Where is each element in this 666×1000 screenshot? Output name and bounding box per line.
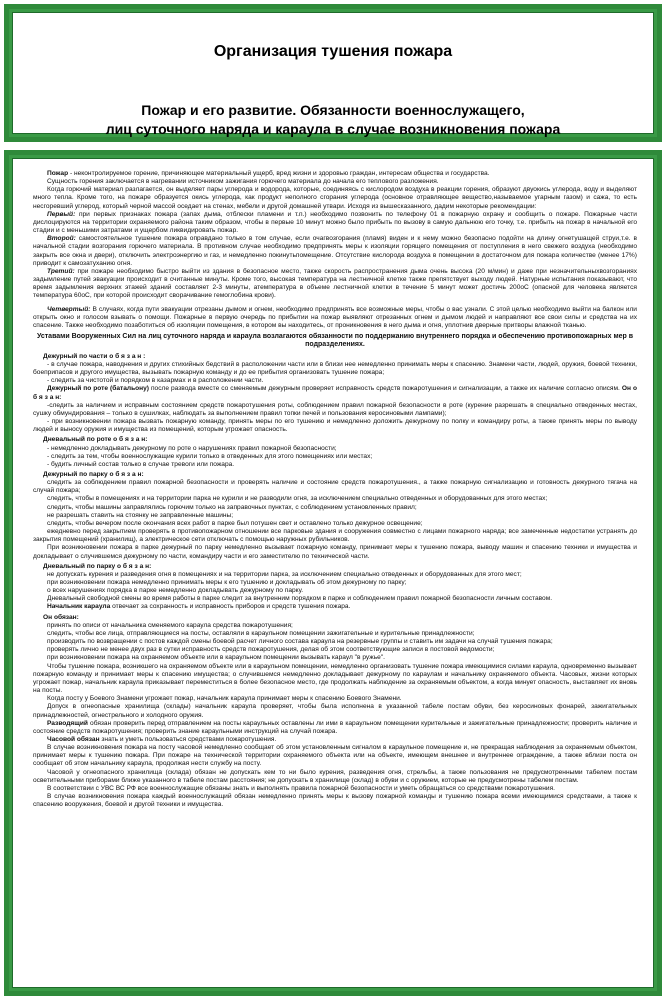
- guard-chief-item: Допуск в огнеопасные хранилища (склады) начальник караула проверяет, чтобы была исполнена в указанной табеле постам обуви, без керосиновых фонарей, зажигательных принадлежностей, огнестрельного и холодного оружия.: [33, 703, 637, 719]
- park-orderly-title: Дневальный по парку о б я з а н:: [43, 562, 152, 570]
- park-orderly-item: о всех нарушениях порядка в парке немедленно докладывать дежурному по парку.: [47, 587, 304, 595]
- sentry-item: Часовой у огнеопасного хранилища (склада) обязан не допускать кем то ни было курения, разведения огня, стрельбы, а также пользования не предусмотренными табелем постам осветительными приборами ближе указанного в табеле постам расстояния; не допускать в хранилище (склад) в обуви и с оружием, которые не предусмотрены табелем постам.: [33, 768, 637, 784]
- recommendation-fourth: Четвертый: В случаях, когда пути эвакуации отрезаны дымом и огнем, необходимо предпринять все возможные меры, чтобы о вас узнали. С этой целью необходимо выйти на балкон или открыть окно и голосом взывать о помощи. Пожарные в первую очередь по прибытии на пожар выявляют отрезанных огнем и дымом людей и направляют все свои силы и средства на их спасение. Также необходимо позаботиться об изоляции помещения, в котором вы находитесь, от проникновения в него дыма и огня, уплотнив дверные притворы влажной тканью.: [33, 305, 637, 329]
- page-subtitle: [33, 101, 633, 139]
- park-orderly-item: не допускать курения и разведения огня в помещениях и на территории парка, за исключением специально отведенных и оборудованных для этого мест;: [47, 570, 522, 578]
- paragraph-combustion: Сущность горения заключается в нагревании источником зажигания горючего материала до начала его теплового разложения.: [47, 178, 439, 186]
- guard-chief-item: производить по возвращении с постов каждой смены боевой расчет личного состава караула на резервные группы и ставить им задачи на случай тушения пожара;: [47, 638, 553, 646]
- paragraph-fire-definition: Пожар - неконтролируемое горение, причиняющее материальный ущерб, вред жизни и здоровью граждан, интересам общества и государства.: [47, 170, 490, 177]
- guard-chief-item: Чтобы тушение пожара, возникшего на охраняемом объекте или в караульном помещении, немедленно организовать тушение пожара имеющимися силами караула, одновременно вызывает пожарную команду и принимает меры к спасению имущества; о случившемся немедленно докладывает дежурному по караулам и начальнику охраняемого объекта. Часовых, жизни которых угрожает пожар, начальник караула приказывает переместиться в более безопасное место, где продолжать наблюдение за охраняемым объектом, а когда минует опасность, выставляет их вновь на посты.: [33, 662, 637, 695]
- park-duty-item: ежедневно перед закрытием проверять в противопожарном отношении все парковые здания и сооружения совместно с лицами пожарного наряда; все замеченные недостатки устранять до закрытия помещений (хранилищ), а электрическое сети отключать с помощью наружных рубильников.: [33, 528, 637, 544]
- term-second: Второй:: [47, 235, 76, 243]
- park-duty-item: следить, чтобы в помещениях и на территории парка не курили и не разводили огня, за исключением специально отведенных и оборудованных для этого местах;: [47, 495, 548, 503]
- body-panel: [12, 158, 654, 988]
- document-text: [33, 170, 637, 990]
- park-duty-item: не разрешать ставить на стоянку не заправленные машины;: [47, 511, 234, 519]
- subtitle-line-2: лиц суточного наряда и караула в случае возникновения пожара: [105, 121, 561, 137]
- recommendation-third: Третий: при пожаре необходимо быстро выйти из здания в безопасное место, также скорость распространения дыма очень высока (20 м/мин) и даже при незначительныхвозгораниях задымление путей эвакуации происходит в считанные минуты. Кроме того, высокая температура на лестничной клетке также препятствует выходу людей. Натурные испытания показывают, что время задымления верхних этажей зданий составляет 2-3 минуты, атемпература в объеме лестничной клетки в течение 5 минут может достичь 200оС (опасной для человека является температура 60оС, при которой происходит сворачивание гемоглобина крови).: [33, 267, 637, 300]
- guard-chief-intro: Начальник караула отвечает за сохранность и исправность приборов и средств тушения пожара.: [47, 603, 351, 611]
- sentry-intro: Часовой обязан знать и уметь пользоваться средствами пожаротушения.: [47, 735, 277, 743]
- guard-chief-item: следить, чтобы все лица, отправляющиеся на посты, оставляли в караульном помещении зажигательные и курительные принадлежности;: [47, 629, 475, 637]
- guard-chief-item: при возникновении пожара на охраняемом объекте или в караульном помещении вызывать караул "в ружье".: [47, 654, 385, 662]
- term-third: Третий:: [47, 267, 75, 275]
- term-fourth: Четвертый:: [47, 305, 91, 313]
- duty-company-item: - при возникновении пожара вызвать пожарную команду, принять меры по его тушению и немедленно доложить дежурному по полку и командиру роты, а также принять меры по выводу людей и выносу оружия и имущества из помещений, которым угрожает опасность.: [33, 418, 637, 434]
- duty-unit-item: - в случае пожара, наводнения и других стихийных бедствий в расположении части или в близи нее немедленно принимать меры к спасению. Знамени части, людей, оружия, боевой техники, боеприпасов и другого имущества, вызывать пожарную команду и до ее прибытия организовать тушение пожара;: [33, 360, 637, 377]
- guard-chief-obliged: Он обязан:: [43, 613, 79, 621]
- duty-unit-title: Дежурный по части о б я з а н :: [43, 352, 146, 360]
- body-frame: [4, 150, 662, 996]
- recommendation-second: Второй: самостоятельное тушение пожара оправдано только в том случае, если очагвозгорания (пламя) виден и к нему можно безопасно подойти на длину огнетушащей струи,т.е. в начальной стадии возгорания горючего материала. В противном случае необходимо предпринять меры к изоляции горящего помещения от поступления в него свежего воздуха (необходимо закрыть все окна и двери), отключить электроэнергию и газ, и немедленно покинутьпомещение. Отсутствие кислорода воздуха в помещении в достаточном для пожара количестве (менее 17%) приводит к самозатуханию огня.: [33, 235, 637, 267]
- guard-chief-item: принять по описи от начальника сменяемого караула средства пожаротушения;: [47, 621, 293, 629]
- duty-company-intro: Дежурный по роте (батальону) после развода вместе со сменяемым дежурным проверяет исправность средств пожаротушения и сигнализации, а также их наличие согласно описям. Он о б я з а н:: [33, 385, 637, 401]
- header-frame: [4, 4, 662, 142]
- guard-chief-item: проверять лично не менее двух раз в сутки исправность средств пожаротушения, делая об этом соответствующие записи в постовой ведомости;: [47, 646, 495, 654]
- orderly-item: - следить за тем, чтобы военнослужащие курили только в отведенных для этого помещениях или местах;: [47, 452, 373, 460]
- sentry-item: В случае возникновения пожара на посту часовой немедленно сообщает об этом установленным сигналом в караульное помещение и, не прекращая наблюдения за охраняемым объектом, принимает меры к тушению пожара. При пожаре на технической территории охраняемого объекта или на объекте, имеющем внешнее и внутреннее ограждение, а также вблизи поста он сообщает об этом начальнику караула, продолжая нести службу на посту.: [33, 744, 637, 768]
- term-fire: Пожар: [47, 170, 69, 177]
- park-duty-title: Дежурный по парку о б я з а н:: [43, 470, 144, 478]
- orderly-item: - немедленно докладывать дежурному по роте о нарушениях правил пожарной безопасности;: [47, 444, 337, 452]
- guard-chief-item: Когда посту у Боевого Знамени угрожает пожар, начальник караула принимает меры к спасению Боевого Знамени.: [47, 695, 402, 703]
- guard-chief-title: Начальник караула: [47, 603, 111, 611]
- park-orderly-item: Дневальный свободной смены во время работы в парке следит за внутренним порядком в парке и соблюдением правил пожарной безопасности личным составом.: [47, 595, 553, 603]
- sentry-item: В соответствии с УВС ВС РФ все военнослужащие обязаны знать и выполнять правила пожарной безопасности и уметь обращаться со средствами пожаротушения.: [47, 784, 556, 792]
- park-duty-item: следить за соблюдением правил пожарной безопасности и проверять наличие и состояние средств пожаротушения., а также пожарную сигнализацию и готовность дежурного тягача на случай пожара;: [33, 479, 637, 495]
- paragraph-decomposition: Когда горючий материал разлагается, он выделяет пары углерода и водорода, которые, соединяясь с кислородом воздуха в реакции горения, образуют двуокись углерода, воду и выделяют много тепла. Кроме того, на пожаре образуется окись углерода, как продукт неполного сгорания углерода (основное отравляющее вещество,называемое угарным газом) и сажа, то есть несгоревший углерод, который черной массой оседает на стенах, мебели и другой домашней утвари. Исходя из вышесказанного, дадим некоторые рекомендации:: [33, 186, 637, 210]
- duty-company-item: -следить за наличием и исправным состоянием средств пожаротушения роты, соблюдением правил пожарной безопасности в роте (курение разрешать в специально отведенных местах, сушку обмундирования – только в сушилках, наблюдать за выполнением правил топки печей и пользования керосиновыми лампами);: [33, 401, 637, 417]
- sentry-title: Часовой обязан: [47, 735, 100, 743]
- orderly-item: - будить личный состав только в случае тревоги или пожара.: [47, 460, 235, 468]
- section-heading: Уставами Вооруженных Сил на лиц суточного наряда и караула возлагаются обязанности по поддержанию внутреннего порядка и обеспечению противопожарных мер в подразделениях.: [36, 332, 634, 349]
- header-panel: [12, 12, 654, 137]
- duty-company-title: Дежурный по роте (батальону): [47, 385, 149, 393]
- sentry-item: В случае возникновения пожара каждый военнослужащий обязан немедленно принять меры к вызову пожарной команды и тушению пожара всеми имеющимися средствами, а также к спасению вооружения, боевой и другой техники и имущества.: [33, 793, 637, 809]
- orderly-title: Дневальный по роте о б я з а н:: [43, 436, 148, 444]
- park-duty-item: При возникновении пожара в парке дежурный по парку немедленно вызывает пожарную команду, принимает меры к тушению пожара, выводу машин и спасению техники и имущества и докладывает о случившемся дежурному по части, командиру части и его заместителю по технической части.: [33, 544, 637, 560]
- subtitle-line-1: Пожар и его развитие. Обязанности военнослужащего,: [141, 102, 525, 118]
- breeder-paragraph: Разводящий обязан проверить перед отправлением на посты караульных оставлены ли ими в караульном помещении курительные и зажигательные принадлежности; проверить наличие и состояние средств пожаротушения; проверить знание караульными инструкций на случай пожара.: [33, 719, 637, 735]
- page-title: Организация тушения пожара: [213, 43, 453, 60]
- duty-unit-item: - следить за чистотой и порядком в казармах и в расположении части.: [47, 377, 264, 385]
- breeder-title: Разводящий: [47, 719, 88, 727]
- recommendation-first: Первый: при первых признаках пожара (запах дыма, отблески пламени и т.п.) необходимо позвонить по телефону 01 в пожарную охрану и сообщить о пожаре. Пожарные части дислоцируются на территории охраняемого района таким образом, чтобы в первые 10 минут можно было прибыть по вызову в самую дальнюю его точку, т.е. прибыть на пожар в начальной его стадии и с меньшими затратами и ущербом ликвидировать пожар.: [33, 210, 637, 235]
- term-first: Первый:: [47, 210, 76, 218]
- park-orderly-item: при возникновении пожара немедленно принимать меры к его тушению и докладывать об этом дежурному по парку;: [47, 579, 407, 586]
- park-duty-item: следить, чтобы машины заправлялись горючим только на заправочных пунктах, с соблюдением установленных правил;: [47, 503, 417, 511]
- park-duty-item: следить, чтобы вечером после окончания всех работ в парке был потушен свет и оставлено только дежурное освещение;: [47, 519, 423, 527]
